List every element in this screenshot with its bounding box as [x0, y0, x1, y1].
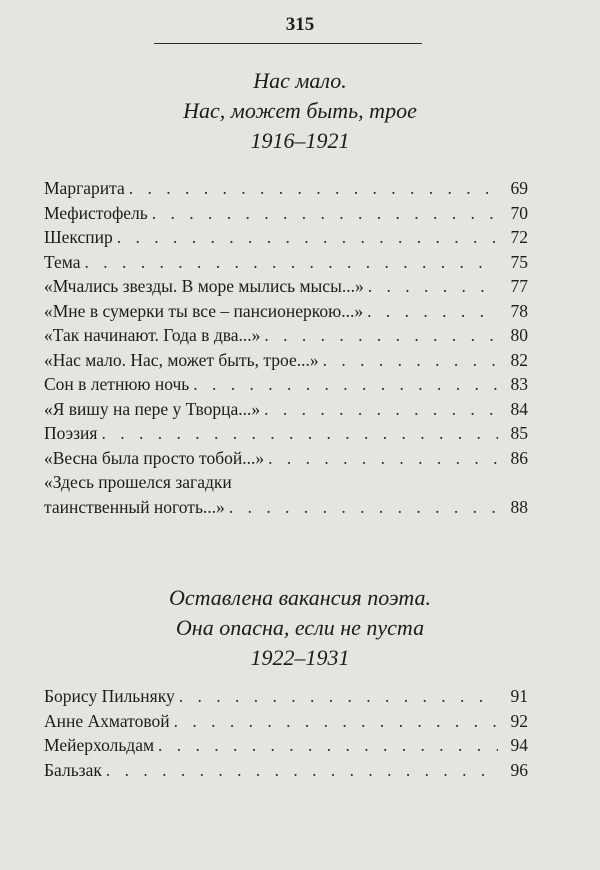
section-2-title	[0, 583, 600, 673]
section-title-line: Оставлена вакансия поэта.	[168, 585, 431, 610]
dot-leader	[85, 250, 498, 275]
entry-page: 75	[510, 251, 528, 272]
entry-page: 69	[510, 178, 528, 198]
toc-entry[interactable]	[44, 372, 528, 397]
dot-leader	[264, 323, 498, 348]
entry-title: Поэзия	[44, 423, 98, 443]
entry-title: Шекспир	[44, 227, 113, 247]
entry-page: 78	[510, 300, 528, 321]
entry-page: 77	[510, 276, 528, 296]
entry-title: Сон в летнюю ночь	[44, 374, 190, 394]
section-years: 1922–1931	[250, 645, 350, 670]
entry-title: Тема	[44, 251, 81, 272]
dot-leader	[174, 709, 498, 734]
entry-page: 94	[510, 735, 528, 755]
dot-leader	[268, 446, 498, 471]
toc-entry[interactable]	[44, 397, 528, 422]
section-years: 1916–1921	[250, 128, 350, 153]
dot-leader	[193, 372, 498, 397]
entry-title: Борису Пильняку	[44, 686, 175, 706]
entry-title: Анне Ахматовой	[44, 710, 170, 731]
entry-page: 80	[510, 325, 528, 345]
entry-title: «Весна была просто тобой...»	[44, 447, 265, 468]
dot-leader	[179, 684, 498, 709]
dot-leader	[229, 495, 498, 520]
toc-entry[interactable]	[44, 274, 528, 299]
entry-title: Мефистофель	[44, 202, 148, 223]
dot-leader	[368, 274, 498, 299]
dot-leader	[264, 397, 498, 422]
entry-title: «Мчались звезды. В море мылись мысы...»	[44, 276, 364, 296]
entry-page: 88	[510, 496, 528, 517]
toc-entry[interactable]	[44, 421, 528, 446]
toc-entry[interactable]	[44, 348, 528, 373]
entry-title: Бальзак	[44, 759, 102, 780]
entry-page: 96	[510, 759, 528, 780]
section-1-title	[0, 66, 600, 156]
entry-page: 92	[510, 710, 528, 731]
entry-title: «Я вишу на пере у Творца...»	[44, 398, 261, 419]
toc-entry[interactable]	[44, 758, 528, 783]
toc-entry[interactable]	[44, 201, 528, 226]
dot-leader	[158, 733, 498, 758]
section-1-contents	[44, 176, 528, 519]
dot-leader	[117, 225, 498, 250]
entry-page: 85	[510, 423, 528, 443]
toc-entry[interactable]	[44, 470, 528, 519]
toc-entry[interactable]	[44, 299, 528, 324]
section-title-line: Нас, может быть, трое	[183, 98, 417, 123]
toc-entry[interactable]	[44, 323, 528, 348]
entry-page: 86	[510, 447, 528, 468]
toc-entry[interactable]	[44, 709, 528, 734]
toc-entry[interactable]	[44, 176, 528, 201]
entry-page: 82	[510, 349, 528, 370]
dot-leader	[106, 758, 498, 783]
dot-leader	[101, 421, 498, 446]
section-title-line: Нас мало.	[253, 68, 347, 93]
toc-entry[interactable]	[44, 250, 528, 275]
header-rule	[154, 43, 422, 44]
dot-leader	[323, 348, 498, 373]
toc-entry[interactable]	[44, 446, 528, 471]
entry-page: 91	[510, 686, 528, 706]
entry-title: Мейерхольдам	[44, 735, 155, 755]
entry-page: 72	[510, 227, 528, 247]
entry-title-continued: таинственный ноготь...»	[44, 496, 225, 517]
section-title-line: Она опасна, если не пуста	[175, 615, 425, 640]
entry-title: «Мне в сумерки ты все – пансионеркою...»	[44, 300, 364, 321]
entry-title: Маргарита	[44, 178, 125, 198]
entry-title: «Здесь прошелся загадки	[44, 472, 232, 492]
page-number: 315	[285, 14, 315, 35]
toc-entry[interactable]	[44, 733, 528, 758]
entry-page: 70	[510, 202, 528, 223]
dot-leader	[129, 176, 498, 201]
section-2-contents	[44, 684, 528, 782]
entry-page: 83	[510, 374, 528, 394]
dot-leader	[152, 201, 498, 226]
toc-entry[interactable]	[44, 684, 528, 709]
entry-page: 84	[510, 398, 528, 419]
dot-leader	[367, 299, 498, 324]
entry-title: «Нас мало. Нас, может быть, трое...»	[44, 349, 319, 370]
entry-title: «Так начинают. Года в два...»	[44, 325, 261, 345]
toc-entry[interactable]	[44, 225, 528, 250]
